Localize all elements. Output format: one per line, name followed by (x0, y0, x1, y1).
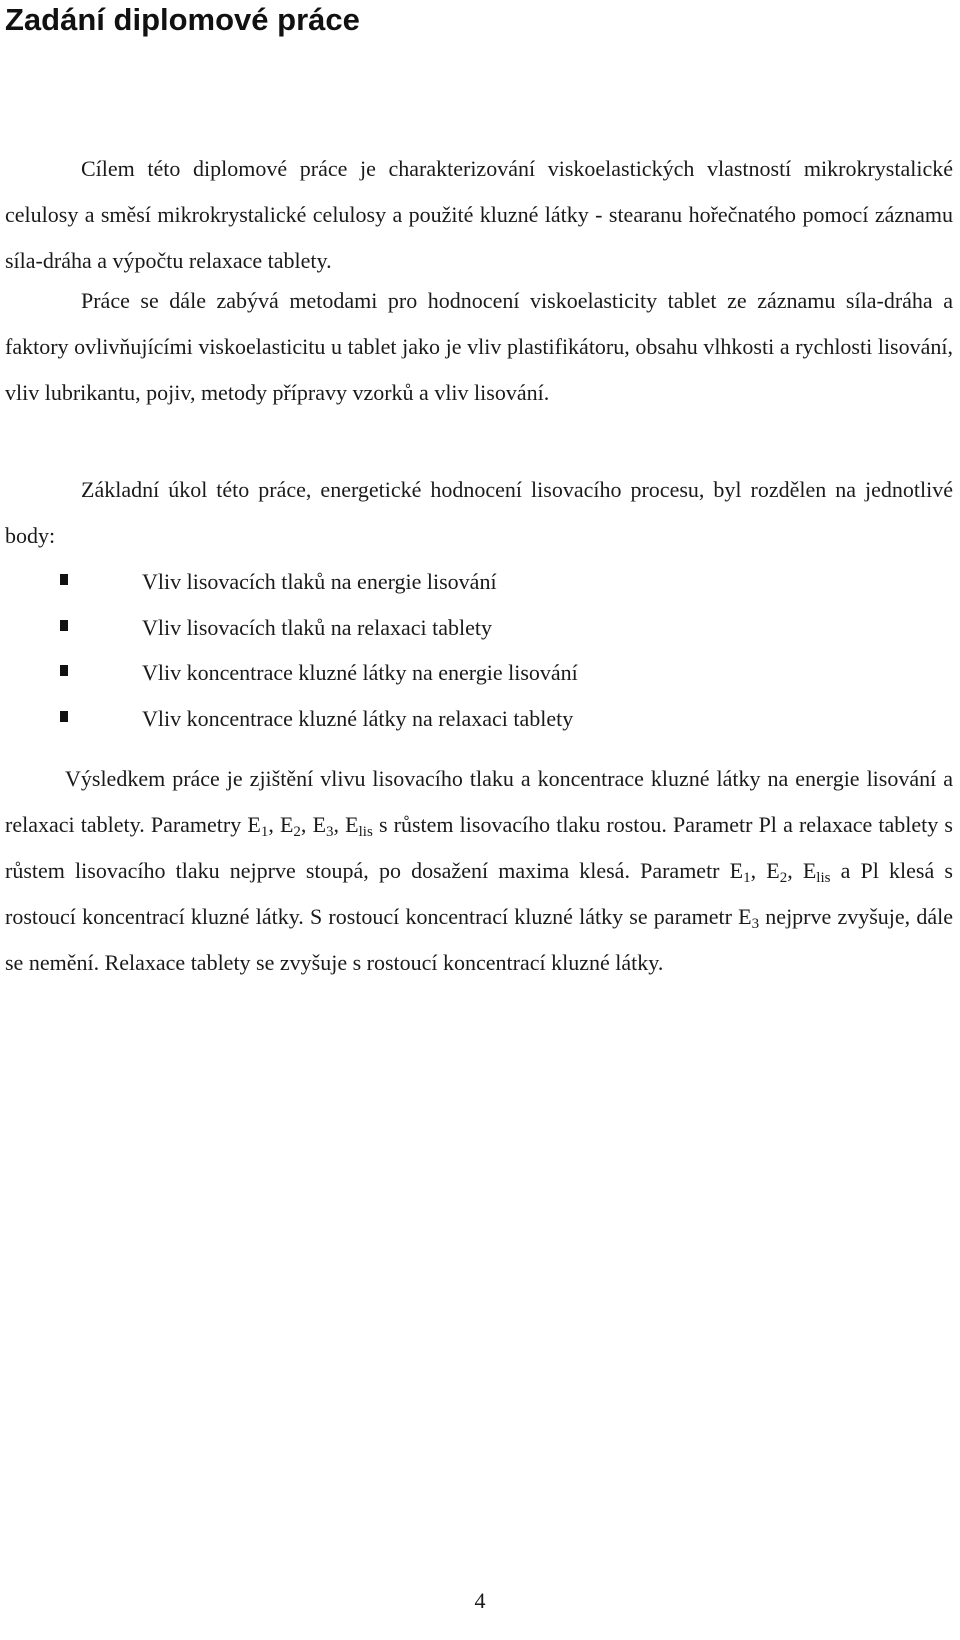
results-text: , E (787, 858, 817, 883)
square-bullet-icon (60, 574, 68, 585)
list-item-text: Vliv lisovacích tlaků na relaxaci tablety (142, 614, 493, 640)
subscript: 3 (326, 824, 334, 840)
subscript: 2 (779, 870, 788, 886)
subscript: 3 (751, 916, 760, 932)
subscript: 2 (293, 824, 301, 840)
paragraph-aim: Cílem této diplomové práce je charakterizování viskoelastických vlastností mikrokrystalické celulosy a směsí mikrokrystalické celulosy a použité kluzné látky - stearanu hořečnatého pomocí záznamu síla-dráha a výpočtu relaxace tablety. (5, 156, 953, 273)
list-item-text: Vliv koncentrace kluzné látky na energie lisování (142, 660, 578, 685)
results-text: nejprve zvyšuje, dále se nemění. Relaxace tablety se zvyšuje s rostoucí koncentrací kluzné látky. (5, 904, 954, 975)
paragraph-task: Základní úkol této práce, energetické hodnocení lisovacího procesu, byl rozdělen na jednotlivé body: (5, 477, 953, 548)
page-title: Zadání diplomové práce (5, 2, 360, 37)
square-bullet-icon (60, 711, 68, 722)
results-text: Výsledkem práce je zjištění vlivu lisovacího tlaku a koncentrace kluzné látky na energie lisování a relaxaci tablety. Parametry E (5, 766, 953, 837)
subscript: 1 (743, 870, 751, 886)
results-text: , E (300, 812, 327, 837)
task-list (60, 559, 578, 741)
subscript: lis (816, 870, 831, 886)
list-item (60, 696, 578, 742)
results-text: , E (268, 812, 294, 837)
list-item (60, 650, 578, 696)
results-text: , E (750, 858, 780, 883)
list-item (60, 559, 578, 605)
square-bullet-icon (60, 620, 68, 631)
list-item-text: Vliv koncentrace kluzné látky na relaxaci tablety (142, 705, 574, 731)
list-item (60, 605, 578, 651)
results-text: a Pl klesá s rostoucí koncentrací kluzné látky. S rostoucí koncentrací kluzné látky se parametr E (5, 858, 953, 929)
subscript: lis (358, 824, 373, 840)
results-text: s růstem lisovacího tlaku rostou. Parametr Pl a relaxace tablety s růstem lisovacího tlaku nejprve stoupá, po dosažení maxima klesá. Parametr E (5, 812, 953, 883)
paragraph-methods: Práce se dále zabývá metodami pro hodnocení viskoelasticity tablet ze záznamu síla-dráha a faktory ovlivňujícími viskoelasticitu u tablet jako je vliv plastifikátoru, obsahu vlhkosti a rychlosti lisování, vliv lubrikantu, pojiv, metody přípravy vzorků a vliv lisování. (5, 288, 953, 405)
list-item-text: Vliv lisovacích tlaků na energie lisování (142, 569, 497, 594)
paragraph-results (5, 756, 953, 986)
results-text: , E (333, 812, 359, 837)
square-bullet-icon (60, 665, 68, 676)
page-number: 4 (474, 1588, 486, 1613)
subscript: 1 (260, 824, 269, 840)
